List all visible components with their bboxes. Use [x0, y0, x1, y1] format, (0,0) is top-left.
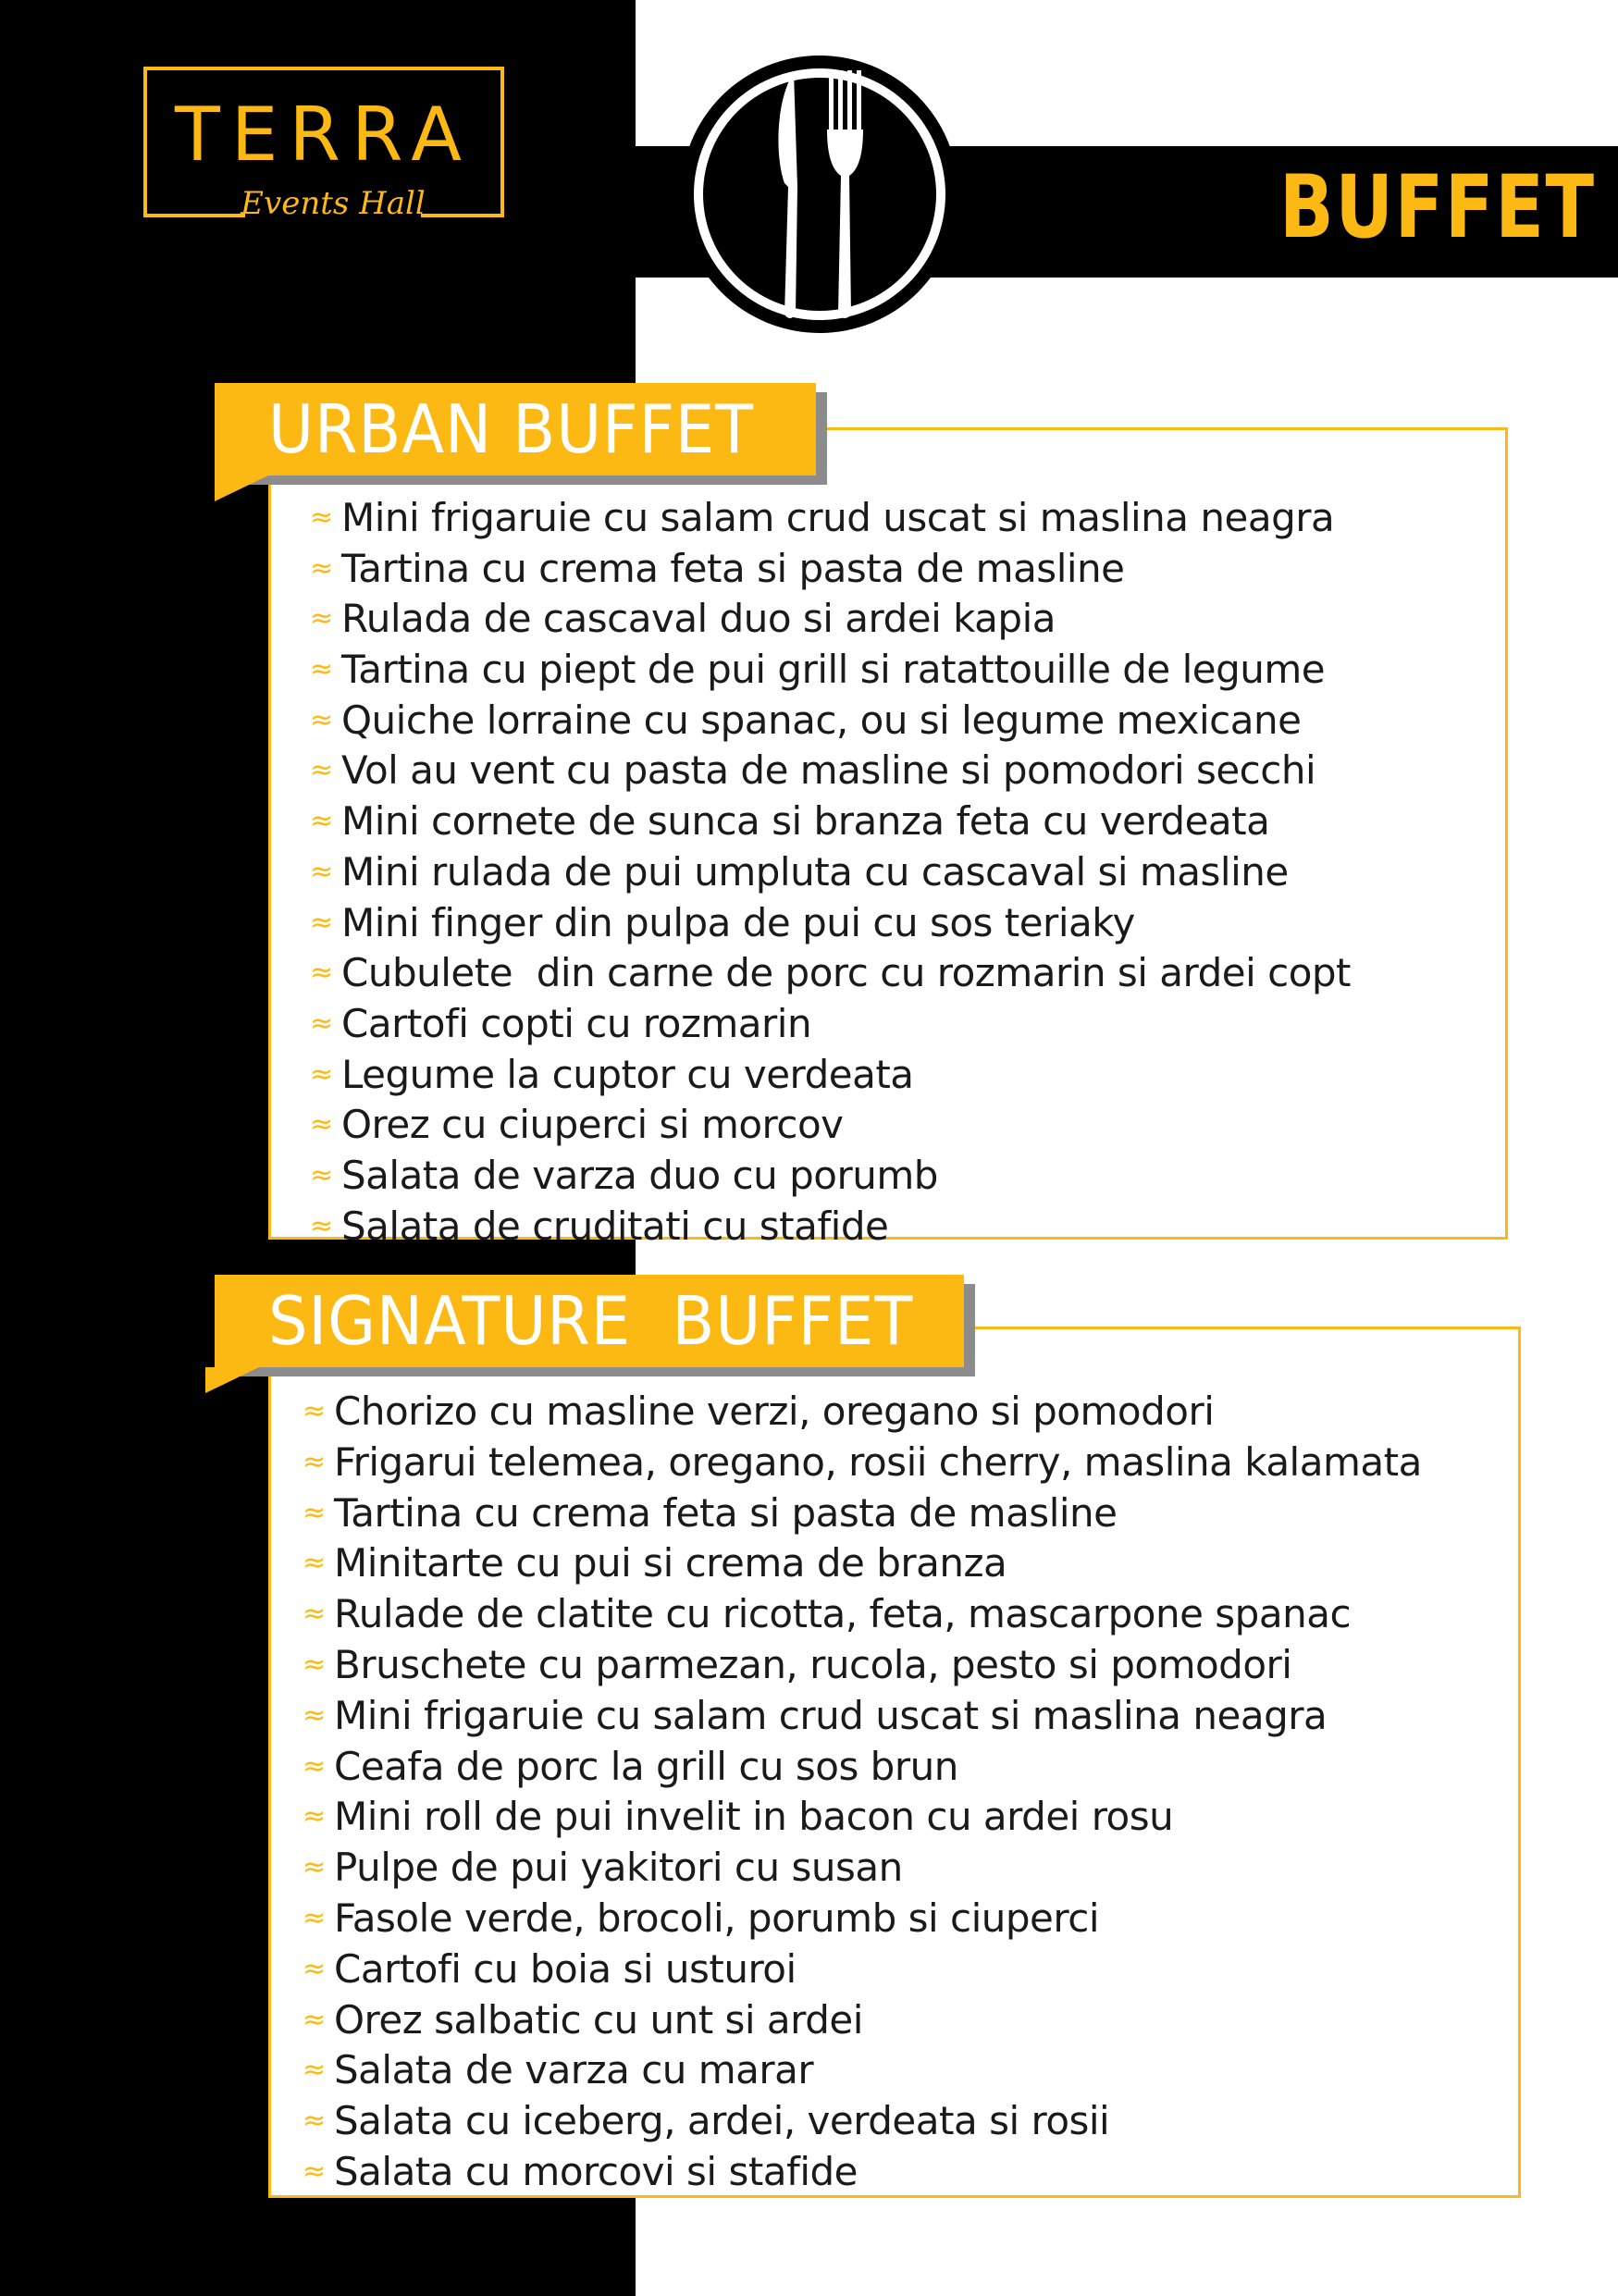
section-banner-urban [215, 383, 816, 475]
banner-tail [205, 1367, 259, 1393]
logo-frame [143, 214, 245, 217]
approx-wave-icon: ≈ [303, 1496, 326, 1529]
item-label: Orez cu ciuperci si morcov [341, 1102, 844, 1148]
approx-wave-icon: ≈ [310, 1108, 333, 1142]
list-item [303, 1488, 1422, 1539]
item-label: Chorizo cu masline verzi, oregano si pomodori [334, 1389, 1215, 1434]
list-item [303, 1387, 1422, 1438]
approx-wave-icon: ≈ [310, 805, 333, 838]
page-title: BUFFET [1279, 157, 1596, 258]
approx-wave-icon: ≈ [303, 1698, 326, 1732]
item-label: Mini rulada de pui umpluta cu cascaval si masline [341, 848, 1289, 895]
item-label: Rulada de cascaval duo si ardei kapia [341, 596, 1056, 642]
approx-wave-icon: ≈ [310, 957, 333, 990]
list-item [303, 1438, 1422, 1488]
item-label: Tartina cu piept de pui grill si ratattouille de legume [341, 647, 1326, 693]
list-item [303, 1843, 1422, 1894]
list-item [310, 999, 1351, 1050]
list-item [310, 645, 1351, 696]
approx-wave-icon: ≈ [303, 2003, 326, 2036]
item-label: Salata de varza cu marar [334, 2047, 814, 2093]
approx-wave-icon: ≈ [303, 1445, 326, 1478]
item-label: Vol au vent cu pasta de masline si pomodori secchi [341, 747, 1316, 794]
list-item [303, 2045, 1422, 2096]
item-label: Mini frigaruie cu salam crud uscat si maslina neagra [341, 495, 1335, 540]
item-label: Mini finger din pulpa de pui cu sos teriaky [341, 899, 1135, 945]
item-label: Salata cu iceberg, ardei, verdeata si rosii [334, 2098, 1110, 2144]
list-item [303, 1691, 1422, 1742]
item-label: Minitarte cu pui si crema de branza [334, 1540, 1007, 1586]
item-label: Pulpe de pui yakitori cu susan [334, 1845, 903, 1891]
approx-wave-icon: ≈ [310, 754, 333, 787]
section-box-signature [268, 1327, 1521, 2198]
list-item [310, 1151, 1351, 1202]
list-item [303, 1944, 1422, 1995]
list-item [310, 847, 1351, 898]
list-item [310, 948, 1351, 999]
item-label: Salata cu morcovi si stafide [334, 2148, 858, 2194]
list-item [310, 493, 1351, 544]
approx-wave-icon: ≈ [303, 1901, 326, 1934]
list-item [310, 898, 1351, 949]
approx-wave-icon: ≈ [303, 2105, 326, 2138]
list-item [310, 1100, 1351, 1151]
item-label: Fasole verde, brocoli, porumb si ciuperci [334, 1895, 1099, 1941]
banner-tail [215, 475, 268, 501]
list-item [303, 1640, 1422, 1691]
approx-wave-icon: ≈ [310, 1209, 333, 1242]
item-label: Mini frigaruie cu salam crud uscat si maslina neagra [334, 1692, 1328, 1738]
signature-item-list [303, 1387, 1422, 2198]
item-label: Tartina cu crema feta si pasta de masline [341, 545, 1125, 591]
approx-wave-icon: ≈ [310, 906, 333, 939]
approx-wave-icon: ≈ [310, 855, 333, 888]
item-label: Bruschete cu parmezan, rucola, pesto si pomodori [334, 1641, 1292, 1687]
list-item [303, 1792, 1422, 1843]
approx-wave-icon: ≈ [310, 653, 333, 686]
list-item [303, 2096, 1422, 2147]
item-label: Frigarui telemea, oregano, rosii cherry, maslina kalamata [334, 1438, 1422, 1485]
section-title-signature: SIGNATURE BUFFET [268, 1282, 914, 1360]
list-item [310, 696, 1351, 747]
approx-wave-icon: ≈ [310, 703, 333, 736]
item-label: Orez salbatic cu unt si ardei [334, 1996, 863, 2043]
section-box-urban [268, 427, 1508, 1249]
item-label: Legume la cuptor cu verdeata [341, 1051, 914, 1097]
list-item [303, 1538, 1422, 1589]
logo-frame [143, 67, 502, 70]
list-item [303, 1742, 1422, 1793]
list-item [310, 796, 1351, 847]
section-banner-signature [215, 1275, 964, 1367]
item-label: Salata de cruditati cu stafide [341, 1203, 889, 1249]
item-label: Cartofi copti cu rozmarin [341, 1000, 812, 1046]
approx-wave-icon: ≈ [303, 2054, 326, 2087]
plate-fork-knife-icon [672, 37, 968, 352]
list-item [310, 1050, 1351, 1101]
approx-wave-icon: ≈ [310, 1158, 333, 1191]
approx-wave-icon: ≈ [303, 2154, 326, 2188]
list-item [310, 594, 1351, 645]
brand-logo [143, 67, 504, 222]
item-label: Mini roll de pui invelit in bacon cu ardei rosu [334, 1794, 1174, 1840]
brand-tagline: Events Hall [241, 185, 426, 222]
approx-wave-icon: ≈ [303, 1648, 326, 1681]
section-title-urban: URBAN BUFFET [268, 390, 754, 468]
list-item [303, 1589, 1422, 1640]
item-label: Quiche lorraine cu spanac, ou si legume mexicane [341, 697, 1302, 743]
item-label: Mini cornete de sunca si branza feta cu verdeata [341, 798, 1270, 845]
approx-wave-icon: ≈ [303, 1851, 326, 1884]
item-label: Salata de varza duo cu porumb [341, 1152, 938, 1198]
list-item [303, 2147, 1422, 2198]
approx-wave-icon: ≈ [310, 602, 333, 636]
list-item [303, 1894, 1422, 1944]
list-item [303, 1995, 1422, 2046]
urban-item-list [310, 493, 1351, 1252]
brand-name: TERRA [174, 92, 474, 178]
approx-wave-icon: ≈ [310, 1006, 333, 1040]
approx-wave-icon: ≈ [303, 1952, 326, 1985]
item-label: Cartofi cu boia si usturoi [334, 1945, 797, 1992]
item-label: Rulade de clatite cu ricotta, feta, mascarpone spanac [334, 1591, 1352, 1637]
list-item [310, 1202, 1351, 1253]
approx-wave-icon: ≈ [310, 501, 333, 534]
approx-wave-icon: ≈ [303, 1598, 326, 1631]
approx-wave-icon: ≈ [303, 1800, 326, 1833]
list-item [310, 544, 1351, 595]
approx-wave-icon: ≈ [310, 551, 333, 585]
approx-wave-icon: ≈ [310, 1057, 333, 1091]
logo-frame [421, 214, 504, 217]
approx-wave-icon: ≈ [303, 1749, 326, 1783]
item-label: Ceafa de porc la grill cu sos brun [334, 1743, 958, 1789]
approx-wave-icon: ≈ [303, 1547, 326, 1580]
list-item [310, 746, 1351, 796]
item-label: Cubulete din carne de porc cu rozmarin si ardei copt [341, 950, 1352, 996]
item-label: Tartina cu crema feta si pasta de masline [334, 1489, 1118, 1536]
approx-wave-icon: ≈ [303, 1395, 326, 1427]
